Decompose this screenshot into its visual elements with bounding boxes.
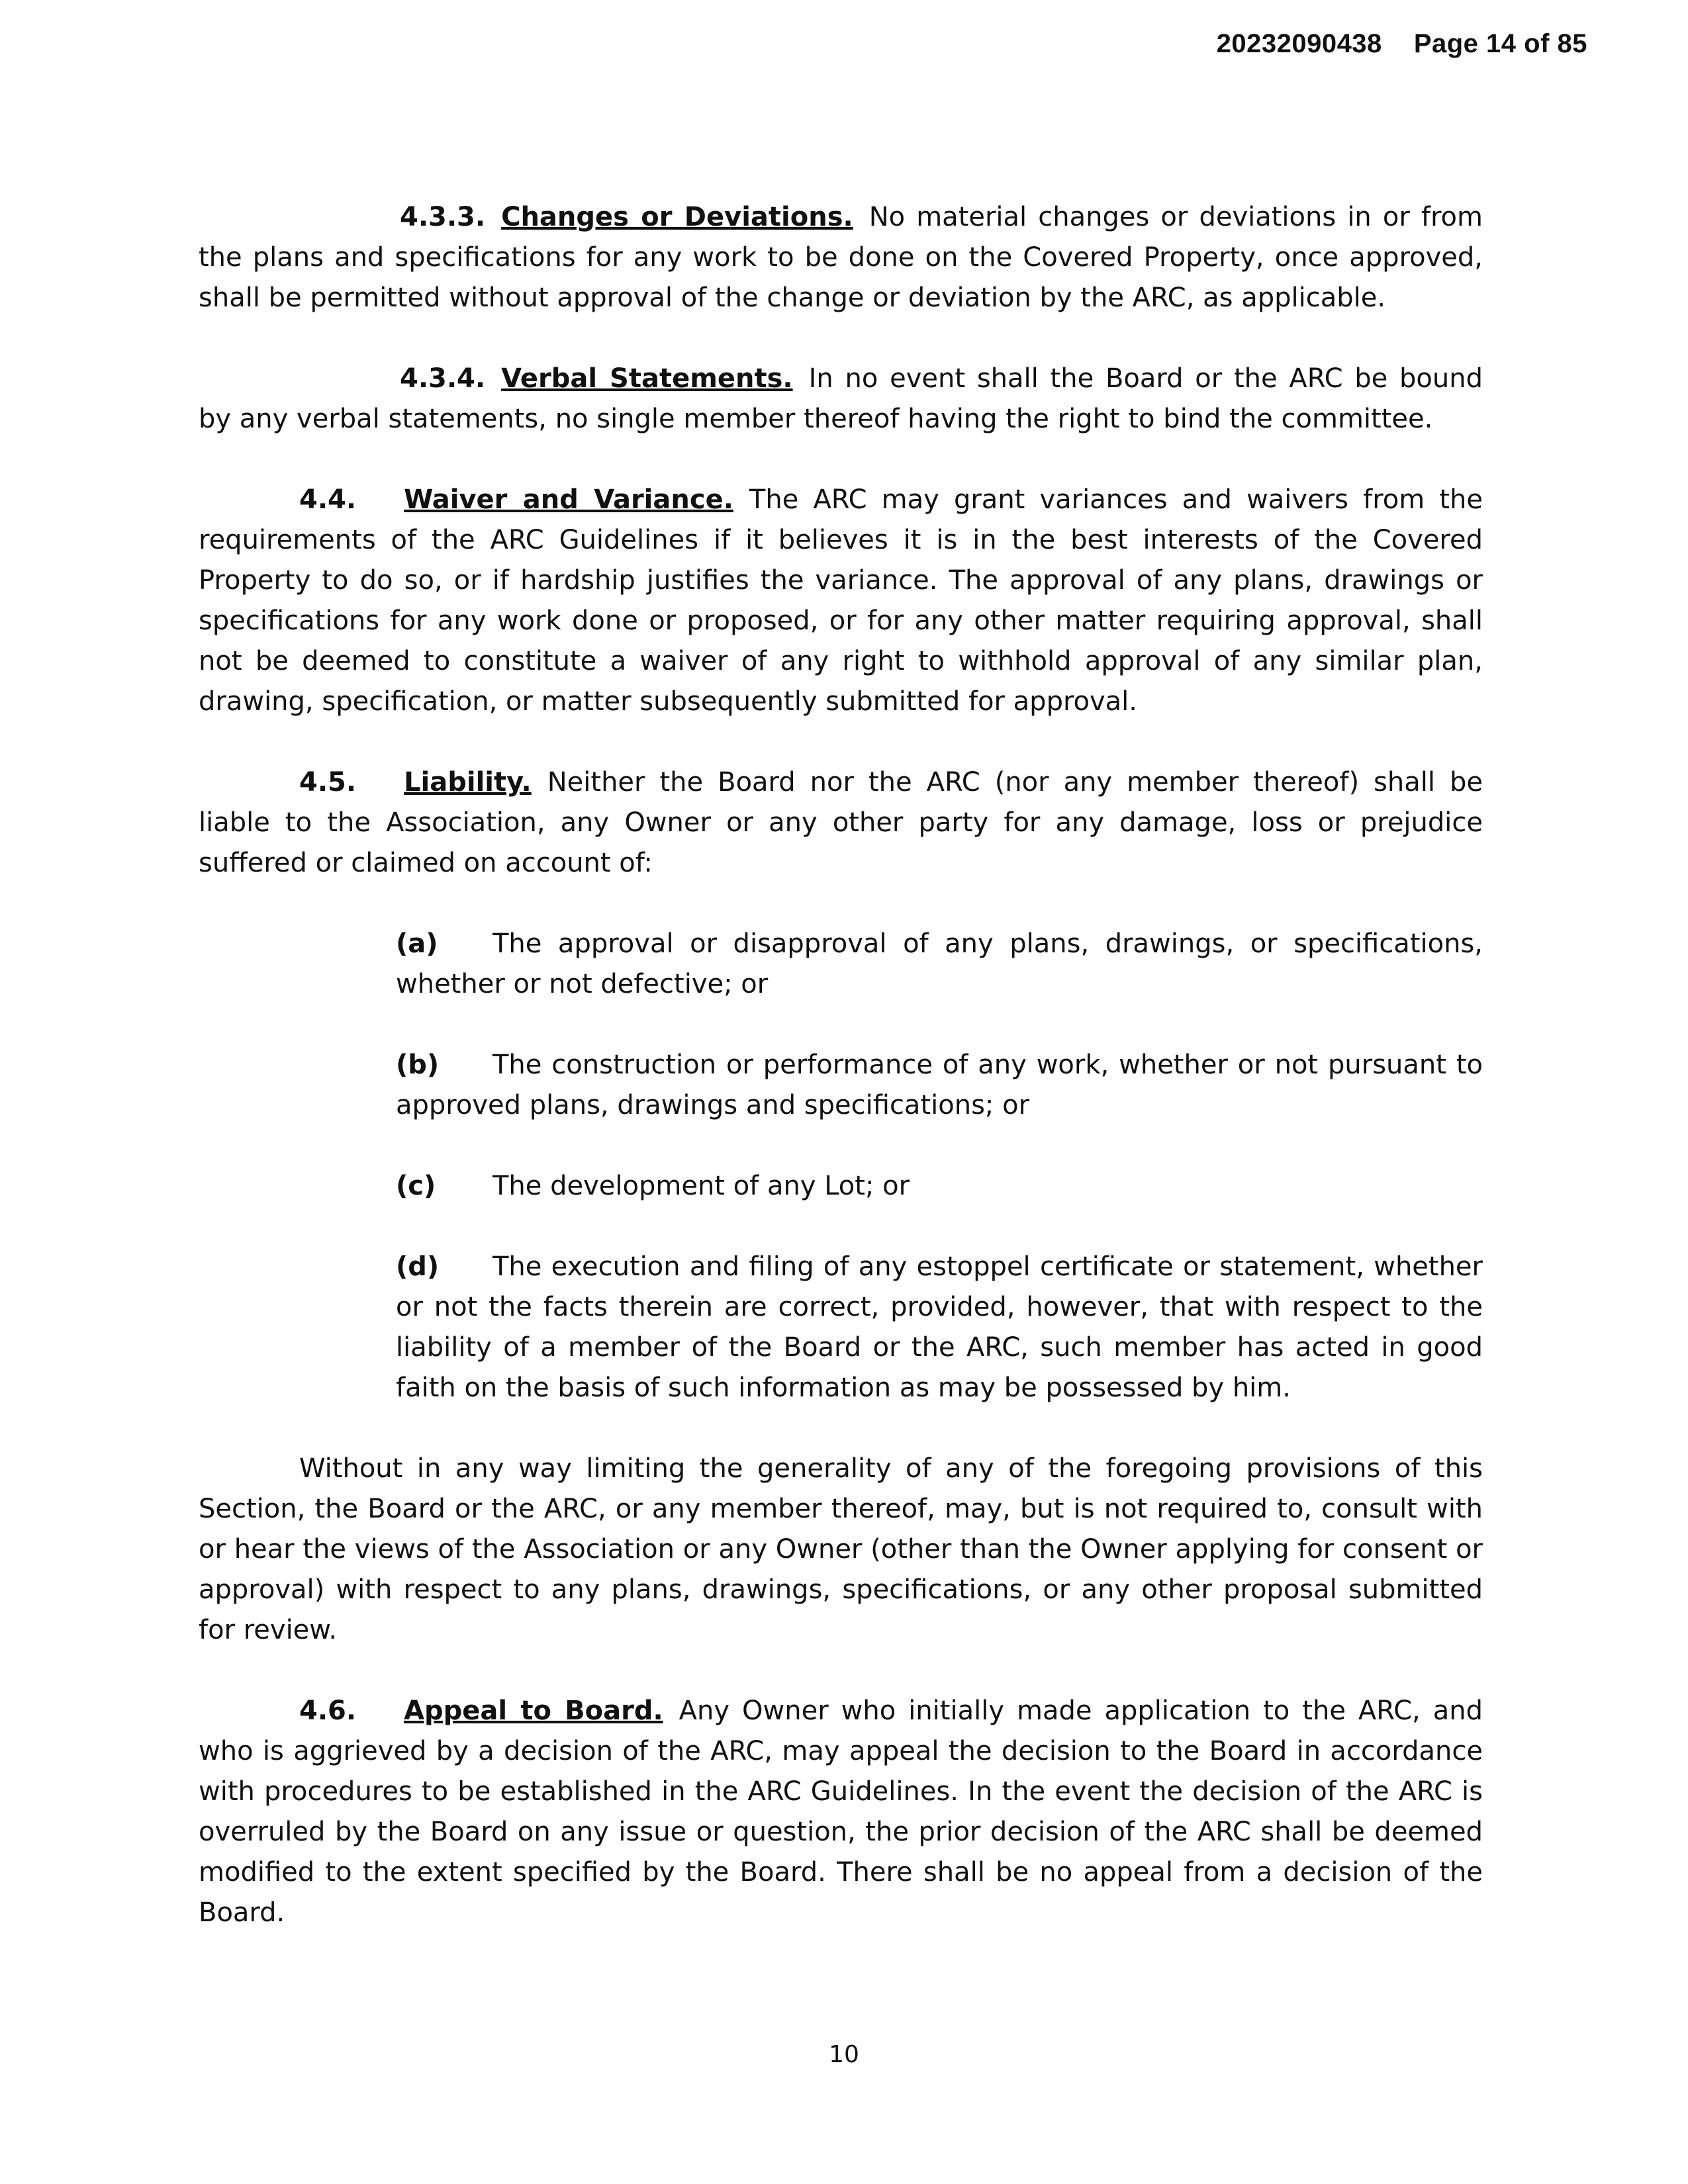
list-item-label: (c) — [396, 1171, 436, 1201]
section-4-4 — [199, 480, 1483, 722]
document-number: 20232090438 — [1216, 29, 1382, 58]
section-4-3-3 — [199, 197, 1483, 318]
section-4-5-closing: Without in any way limiting the generality of any of the foregoing provisions of this Section, the Board or the ARC, or any member thereof, may, but is not required to, consult with or hear the views of the Association or any Owner (other than the Owner applying for consent or approval) with respect to any plans, drawings, specifications, or any other proposal submitted for review. — [199, 1453, 1483, 1645]
section-text: The ARC may grant variances and waivers from the requirements of the ARC Guidelines if it believes it is in the best interests of the Covered Property to do so, or if hardship justifies the variance. The approval of any plans, drawings or specifications for any work done or proposed, or for any other matter requiring approval, shall not be deemed to constitute a waiver of any right to withhold approval of any similar plan, drawing, specification, or matter subsequently submitted for approval. — [199, 484, 1483, 717]
page-count: Page 14 of 85 — [1413, 29, 1587, 58]
list-item-label: (a) — [396, 929, 438, 959]
list-item-text: The construction or performance of any work, whether or not pursuant to approved plans, drawings and specifications; or — [396, 1050, 1483, 1120]
list-item — [396, 1166, 1483, 1206]
section-title: Liability. — [404, 767, 532, 797]
page-header — [1217, 29, 1587, 59]
section-4-3-4 — [199, 359, 1483, 439]
list-item-text: The execution and filing of any estoppel certificate or statement, whether or not the facts therein are correct, provided, however, that with respect to the liability of a member of the Board or the ARC, such member has acted in good faith on the basis of such information as may be possessed by him. — [396, 1251, 1483, 1403]
section-text: In no event shall the Board or the ARC be bound by any verbal statements, no single member thereof having the right to bind the committee. — [199, 363, 1483, 434]
list-item — [396, 1247, 1483, 1408]
list-item — [396, 1045, 1483, 1126]
section-title: Changes or Deviations. — [501, 202, 853, 232]
list-item — [396, 924, 1483, 1005]
section-title: Verbal Statements. — [501, 363, 793, 394]
section-title: Appeal to Board. — [404, 1696, 663, 1726]
section-4-6 — [199, 1691, 1483, 1933]
list-item-label: (d) — [396, 1251, 440, 1282]
section-text: No material changes or deviations in or from the plans and specifications for any work to be done on the Covered Property, once approved, shall be permitted without approval of the change or deviation by the ARC, as applicable. — [199, 202, 1483, 313]
section-number: 4.3.4. — [400, 363, 486, 394]
document-body — [199, 197, 1483, 1974]
section-number: 4.5. — [299, 767, 357, 797]
section-text: Any Owner who initially made application to the ARC, and who is aggrieved by a decision of the ARC, may appeal the decision to the Board in accordance with procedures to be established in the ARC Guidelines. In the event the decision of the ARC is overruled by the Board on any issue or question, the prior decision of the ARC shall be deemed modified to the extent specified by the Board. There shall be no appeal from a decision of the Board. — [199, 1696, 1483, 1928]
list-item-text: The approval or disapproval of any plans, drawings, or specifications, whether or not defective; or — [396, 929, 1483, 999]
section-text: Neither the Board nor the ARC (nor any member thereof) shall be liable to the Association, any Owner or any other party for any damage, loss or prejudice suffered or claimed on account of: — [199, 767, 1483, 878]
section-number: 4.4. — [299, 484, 357, 515]
section-number: 4.6. — [299, 1696, 357, 1726]
list-item-label: (b) — [396, 1050, 440, 1080]
section-title: Waiver and Variance. — [404, 484, 733, 515]
list-item-text: The development of any Lot; or — [492, 1171, 910, 1201]
page-number: 10 — [829, 2041, 859, 2068]
section-number: 4.3.3. — [400, 202, 486, 232]
section-4-5 — [199, 762, 1483, 884]
